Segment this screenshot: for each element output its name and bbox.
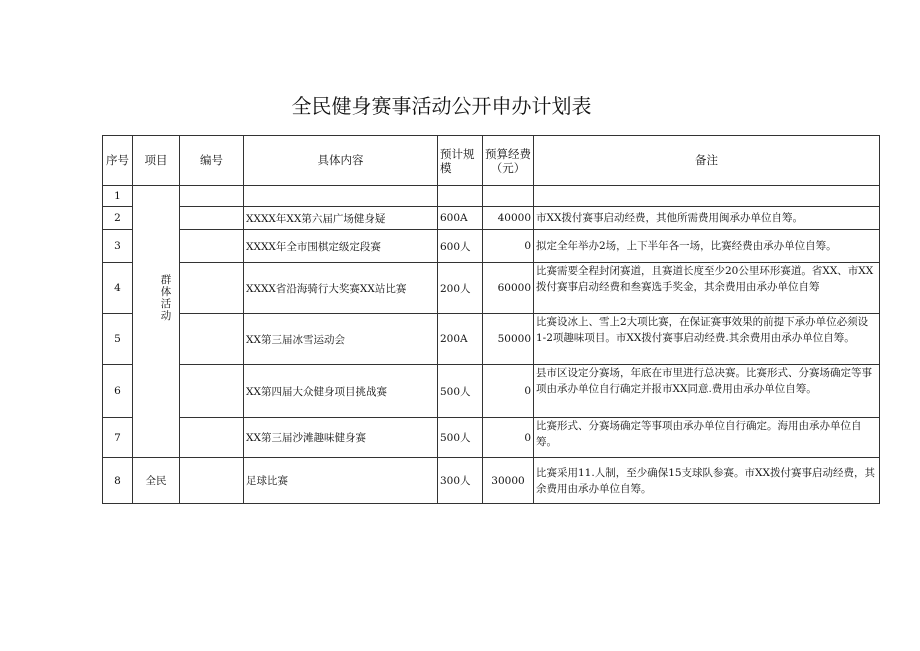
row-remark: 比赛形式、分赛场确定等事项由承办单位自行确定。海用由承办单位自筹。 xyxy=(534,418,880,458)
page-title: 全民健身赛事活动公开申办计划表 xyxy=(291,94,592,118)
row-remark: 拟定全年举办2场，上下半年各一场，比赛经费由承办单位自筹。 xyxy=(534,230,880,263)
row-scale: 300人 xyxy=(438,458,483,504)
row-scale xyxy=(438,186,483,207)
row-code xyxy=(180,186,244,207)
row-content: XXXX年XX第六届广场健身疑 xyxy=(244,207,438,230)
row-code xyxy=(180,418,244,458)
row-content xyxy=(244,186,438,207)
row-no: 4 xyxy=(103,263,133,314)
row-budget: 40000 xyxy=(483,207,534,230)
row-code xyxy=(180,314,244,365)
table-row xyxy=(103,458,880,504)
row-budget: 60000 xyxy=(483,263,534,314)
row-remark: 比赛采用11.人制，至少确保15支球队参赛。市XX拨付赛事启动经费，其余费用由承办单位自筹。 xyxy=(534,458,880,504)
row-remark: 市XX拨付赛事启动经费，其他所需费用闽承办单位自筹。 xyxy=(534,207,880,230)
row-no: 7 xyxy=(103,418,133,458)
row-code xyxy=(180,458,244,504)
row-item: 全民 xyxy=(133,458,180,504)
row-no: 6 xyxy=(103,365,133,418)
row-budget: 0 xyxy=(483,365,534,418)
table-row xyxy=(103,207,880,230)
row-scale: 200A xyxy=(438,314,483,365)
row-scale: 500人 xyxy=(438,418,483,458)
row-content: 足球比赛 xyxy=(244,458,438,504)
row-remark xyxy=(534,186,880,207)
row-content: XX第三届沙滩趣味健身赛 xyxy=(244,418,438,458)
row-scale: 600A xyxy=(438,207,483,230)
row-remark: 比赛需要全程封闭赛道，且赛道长度至少20公里环形赛道。省XX、市XX拨付赛事启动经费和叁赛选手奖金，其余费用由承办单位自筹 xyxy=(534,263,880,314)
table-row xyxy=(103,418,880,458)
row-budget: 30000 xyxy=(483,458,534,504)
row-remark: 县市区设定分赛场，年底在市里进行总决赛。比赛形式、分赛场确定等事项由承办单位自行确定并报市XX同意.费用由承办单位自筹。 xyxy=(534,365,880,418)
header-content: 具体内容 xyxy=(244,136,438,186)
row-content: XXXX年全市围棋定级定段赛 xyxy=(244,230,438,263)
row-budget: 0 xyxy=(483,230,534,263)
table-row xyxy=(103,314,880,365)
row-scale: 200人 xyxy=(438,263,483,314)
row-content: XX第四届大众健身项目挑战赛 xyxy=(244,365,438,418)
row-code xyxy=(180,230,244,263)
table-row xyxy=(103,230,880,263)
table-header-row xyxy=(103,136,880,186)
row-content: XX第三届冰雪运动会 xyxy=(244,314,438,365)
row-no: 5 xyxy=(103,314,133,365)
header-item: 项目 xyxy=(133,136,180,186)
row-no: 3 xyxy=(103,230,133,263)
row-no: 8 xyxy=(103,458,133,504)
row-budget: 50000 xyxy=(483,314,534,365)
group-label: 群体活动 xyxy=(160,274,172,322)
row-scale: 600人 xyxy=(438,230,483,263)
row-no: 2 xyxy=(103,207,133,230)
row-content: XXXX省沿海骑行大奖赛XX站比赛 xyxy=(244,263,438,314)
header-no: 序号 xyxy=(103,136,133,186)
header-budget: 预算经费（元） xyxy=(483,136,534,186)
row-code xyxy=(180,263,244,314)
header-code: 编号 xyxy=(180,136,244,186)
table-row xyxy=(103,365,880,418)
group-cell xyxy=(133,186,180,458)
table-row xyxy=(103,186,880,207)
row-code xyxy=(180,207,244,230)
table-row xyxy=(103,263,880,314)
row-budget: 0 xyxy=(483,418,534,458)
row-no: 1 xyxy=(103,186,133,207)
row-remark: 比赛设冰上、雪上2大项比赛，在保证赛事效果的前提下承办单位必须设1-2项趣味项目。市XX拨付赛事启动经费.其余费用由承办单位自筹。 xyxy=(534,314,880,365)
row-scale: 500人 xyxy=(438,365,483,418)
row-budget xyxy=(483,186,534,207)
plan-table xyxy=(102,135,880,504)
header-remark: 备注 xyxy=(534,136,880,186)
row-code xyxy=(180,365,244,418)
header-scale: 预计规模 xyxy=(438,136,483,186)
